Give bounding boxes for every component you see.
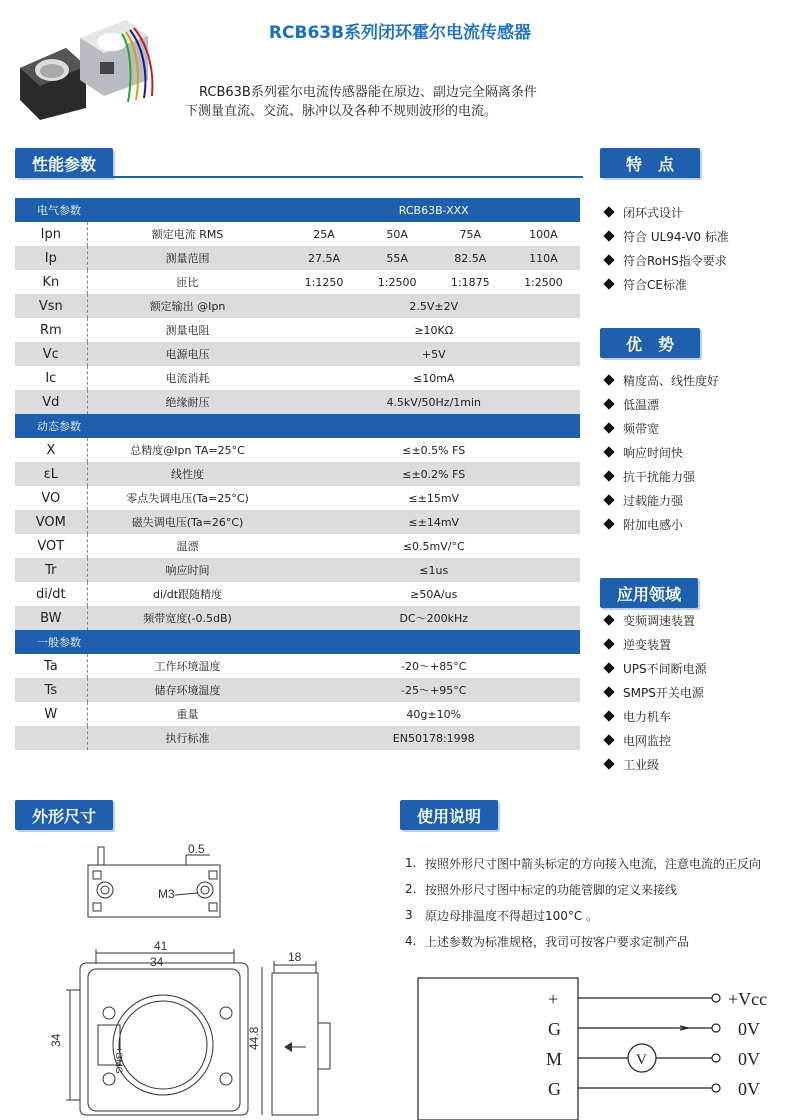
wiring-out-0v-3: 0V bbox=[738, 1079, 760, 1099]
table-row bbox=[15, 222, 580, 246]
list-item bbox=[603, 680, 707, 704]
table-section-general bbox=[15, 630, 580, 654]
row-name: 执行标准 bbox=[87, 726, 287, 750]
dim-34-h: 34 bbox=[150, 955, 164, 969]
row-value: 82.5A bbox=[434, 246, 507, 270]
list-item-number: 4. bbox=[405, 934, 417, 948]
row-name: 总精度@Ipn TA=25°C bbox=[130, 444, 245, 457]
row-value: 55A bbox=[361, 246, 434, 270]
terminal-icon bbox=[712, 1084, 720, 1092]
row-symbol: Vd bbox=[15, 390, 87, 414]
list-item bbox=[603, 512, 719, 536]
table-row bbox=[15, 486, 580, 510]
diamond-bullet-icon bbox=[603, 422, 614, 433]
row-value: 1:2500 bbox=[524, 275, 563, 289]
row-symbol: Ts bbox=[15, 678, 87, 702]
dim-34-v: 34 bbox=[49, 1033, 63, 1047]
tab-usage: 使用说明 bbox=[400, 800, 498, 830]
list-item bbox=[603, 608, 707, 632]
row-value: 1:1875 bbox=[450, 275, 490, 289]
row-value: ≥50A/us bbox=[410, 587, 458, 601]
list-item bbox=[405, 902, 761, 928]
row-value: 100A bbox=[529, 227, 558, 241]
row-value: +5V bbox=[287, 342, 580, 366]
row-value: DC～200kHz bbox=[287, 606, 580, 630]
list-item bbox=[405, 928, 761, 954]
wiring-pin-m: M bbox=[546, 1049, 563, 1069]
row-name: 重量 bbox=[176, 708, 199, 721]
list-item-text: 按照外形尺寸图中标定的功能管脚的定义来接线 bbox=[425, 882, 678, 897]
diamond-bullet-icon bbox=[603, 398, 614, 409]
row-symbol: X bbox=[15, 438, 87, 462]
list-item bbox=[603, 200, 729, 224]
applications-list bbox=[603, 608, 707, 776]
row-value: ≤0.5mV/°C bbox=[402, 539, 465, 553]
list-item-text: 响应时间快 bbox=[623, 445, 684, 460]
divider-features bbox=[600, 176, 700, 178]
terminal-icon bbox=[712, 1024, 720, 1032]
list-item-text: 电力机车 bbox=[623, 709, 672, 724]
advantages-list bbox=[603, 368, 719, 536]
table-row bbox=[15, 510, 580, 534]
row-symbol: Ip bbox=[15, 246, 87, 270]
list-item-text: 变频调速装置 bbox=[623, 613, 696, 628]
row-name: 电源电压 bbox=[87, 342, 287, 366]
table-row bbox=[15, 654, 580, 678]
row-value: EN50178:1998 bbox=[287, 726, 580, 750]
diamond-bullet-icon bbox=[603, 374, 614, 385]
row-name: 响应时间 bbox=[87, 558, 287, 582]
table-row bbox=[15, 726, 580, 750]
intro-line-1: RCB63B系列霍尔电流传感器能在原边、副边完全隔离条件 bbox=[199, 85, 537, 100]
list-item-text: 附加电感小 bbox=[623, 517, 684, 532]
wiring-pin-plus: + bbox=[548, 989, 559, 1009]
row-name: 匝比 bbox=[176, 276, 199, 289]
features-list bbox=[603, 200, 729, 296]
row-value: ≥10KΩ bbox=[414, 323, 454, 337]
row-symbol: BW bbox=[15, 606, 87, 630]
table-row bbox=[15, 270, 580, 294]
row-value: 50A bbox=[386, 227, 408, 241]
dim-0-5: 0.5 bbox=[188, 842, 205, 856]
row-name: 温漂 bbox=[176, 540, 199, 553]
list-item bbox=[603, 272, 729, 296]
terminal-icon bbox=[712, 1054, 720, 1062]
row-symbol: Kn bbox=[15, 270, 87, 294]
row-name: 零点失调电压(Ta=25°C) bbox=[126, 492, 249, 505]
list-item-text: 符合 UL94-V0 标准 bbox=[623, 229, 729, 244]
table-row bbox=[15, 246, 580, 270]
row-value: ≤±14mV bbox=[287, 510, 580, 534]
voltmeter-icon: V bbox=[636, 1052, 647, 1068]
list-item bbox=[603, 728, 707, 752]
diamond-bullet-icon bbox=[603, 446, 614, 457]
row-value: 27.5A bbox=[287, 246, 360, 270]
diamond-bullet-icon bbox=[603, 638, 614, 649]
diamond-bullet-icon bbox=[603, 686, 614, 697]
row-symbol: Ipn bbox=[15, 222, 87, 246]
section-label-general: 一般参数 bbox=[15, 630, 580, 654]
row-name: 储存环境温度 bbox=[87, 678, 287, 702]
row-name: 电流消耗 bbox=[165, 372, 210, 385]
list-item-text: 上述参数为标准规格，我司可按客户要求定制产品 bbox=[425, 934, 690, 949]
table-row bbox=[15, 534, 580, 558]
list-item bbox=[603, 440, 719, 464]
row-value: ≤±0.5% FS bbox=[402, 443, 466, 457]
list-item-text: 符合RoHS指令要求 bbox=[623, 253, 727, 268]
list-item-text: 逆变装置 bbox=[623, 637, 672, 652]
tab-performance: 性能参数 bbox=[15, 148, 113, 178]
table-section-electrical bbox=[15, 198, 580, 222]
list-item bbox=[603, 224, 729, 248]
diamond-bullet-icon bbox=[603, 518, 614, 529]
row-name: 绝缘耐压 bbox=[87, 390, 287, 414]
list-item bbox=[603, 488, 719, 512]
row-symbol: VOM bbox=[15, 510, 87, 534]
list-item bbox=[603, 248, 729, 272]
diamond-bullet-icon bbox=[603, 254, 614, 265]
list-item-text: 闭环式设计 bbox=[623, 205, 684, 220]
current-direction-arrow-icon bbox=[284, 1042, 292, 1052]
table-row bbox=[15, 558, 580, 582]
list-item-text: SMPS开关电源 bbox=[623, 685, 704, 700]
section-label-dynamic: 动态参数 bbox=[15, 414, 580, 438]
row-name: 磁失调电压(Ta=26°C) bbox=[87, 510, 287, 534]
dim-44-8: 44.8 bbox=[247, 1026, 261, 1050]
list-item-number: 3 bbox=[405, 908, 413, 922]
row-value: 75A bbox=[459, 227, 482, 241]
list-item-text: UPS不间断电源 bbox=[623, 661, 707, 676]
diamond-bullet-icon bbox=[603, 662, 614, 673]
table-row bbox=[15, 462, 580, 486]
usage-list bbox=[405, 850, 761, 954]
row-value: 40g±10% bbox=[406, 707, 462, 721]
list-item bbox=[603, 656, 707, 680]
list-item-text: 低温漂 bbox=[623, 397, 660, 412]
list-item bbox=[603, 632, 707, 656]
tab-dimensions: 外形尺寸 bbox=[15, 800, 113, 830]
row-symbol: W bbox=[15, 702, 87, 726]
table-row bbox=[15, 318, 580, 342]
terminal-icon bbox=[712, 994, 720, 1002]
list-item-text: 电网监控 bbox=[623, 733, 672, 748]
row-symbol: Rm bbox=[15, 318, 87, 342]
row-symbol: di/dt bbox=[15, 582, 87, 606]
row-symbol: Tr bbox=[15, 558, 87, 582]
product-photo bbox=[8, 8, 158, 120]
list-item bbox=[405, 876, 761, 902]
row-value: 4.5kV/50Hz/1min bbox=[287, 390, 580, 414]
wiring-pin-g1: G bbox=[548, 1019, 561, 1039]
intro-line-2: 下测量直流、交流、脉冲以及各种不规则波形的电流。 bbox=[185, 104, 498, 119]
wiring-pin-g2: G bbox=[548, 1079, 561, 1099]
row-value: ≤±0.2% FS bbox=[287, 462, 580, 486]
page-title: RCB63B系列闭环霍尔电流传感器 bbox=[268, 23, 532, 43]
list-item-text: 抗干扰能力强 bbox=[623, 469, 696, 484]
diamond-bullet-icon bbox=[603, 206, 614, 217]
row-symbol: Ic bbox=[15, 366, 87, 390]
row-value: -25～+95°C bbox=[287, 678, 580, 702]
row-value: ≤±15mV bbox=[408, 491, 460, 505]
table-section-dynamic bbox=[15, 414, 580, 438]
row-symbol: Vc bbox=[15, 342, 87, 366]
row-name: 线性度 bbox=[87, 462, 287, 486]
list-item-number: 2. bbox=[405, 882, 417, 896]
table-row bbox=[15, 606, 580, 630]
list-item-number: 1. bbox=[405, 856, 417, 870]
row-symbol bbox=[15, 726, 87, 750]
row-value: -20～+85°C bbox=[401, 660, 467, 673]
row-symbol: Vsn bbox=[15, 294, 87, 318]
list-item-text: 精度高、线性度好 bbox=[623, 373, 720, 388]
list-item-text: 原边母排温度不得超过100°C 。 bbox=[425, 908, 599, 923]
list-item-text: 频带宽 bbox=[623, 421, 660, 436]
pin-labels: +GMG bbox=[114, 1047, 124, 1074]
row-symbol: VOT bbox=[15, 534, 87, 558]
table-row bbox=[15, 702, 580, 726]
diamond-bullet-icon bbox=[603, 614, 614, 625]
row-value: 2.5V±2V bbox=[287, 294, 580, 318]
row-name: di/dt跟随精度 bbox=[153, 588, 223, 601]
row-value: 1:2500 bbox=[377, 275, 417, 289]
diamond-bullet-icon bbox=[603, 758, 614, 769]
row-value: ≤10mA bbox=[413, 371, 455, 385]
specs-table bbox=[15, 198, 580, 750]
table-row bbox=[15, 342, 580, 366]
diamond-bullet-icon bbox=[603, 230, 614, 241]
table-row bbox=[15, 294, 580, 318]
tab-features: 特 点 bbox=[600, 148, 700, 178]
dim-m3: M3 bbox=[158, 887, 175, 901]
intro-text bbox=[185, 83, 585, 121]
list-item-text: 按照外形尺寸图中箭头标定的方向接入电流，注意电流的正反向 bbox=[425, 856, 762, 871]
tab-applications: 应用领域 bbox=[600, 578, 698, 608]
list-item bbox=[603, 416, 719, 440]
list-item bbox=[603, 392, 719, 416]
wiring-out-0v-2: 0V bbox=[738, 1049, 760, 1069]
list-item bbox=[405, 850, 761, 876]
diamond-bullet-icon bbox=[603, 494, 614, 505]
diamond-bullet-icon bbox=[603, 470, 614, 481]
row-symbol: VO bbox=[15, 486, 87, 510]
row-name: 额定输出 @Ipn bbox=[87, 294, 287, 318]
list-item bbox=[603, 704, 707, 728]
row-name: 工作环境温度 bbox=[154, 660, 221, 673]
diamond-bullet-icon bbox=[603, 710, 614, 721]
list-item bbox=[603, 464, 719, 488]
divider-performance bbox=[15, 176, 583, 178]
row-value: 1:1250 bbox=[304, 275, 344, 289]
dim-18: 18 bbox=[288, 950, 302, 964]
section-label-electrical: 电气参数 bbox=[15, 198, 287, 222]
table-row bbox=[15, 582, 580, 606]
row-name: 测量电阻 bbox=[165, 324, 210, 337]
row-value: 110A bbox=[507, 246, 580, 270]
model-label: RCB63B-XXX bbox=[287, 198, 580, 222]
row-name: 测量范围 bbox=[87, 246, 287, 270]
diamond-bullet-icon bbox=[603, 278, 614, 289]
table-row bbox=[15, 678, 580, 702]
row-name: 额定电流 RMS bbox=[151, 228, 224, 241]
table-row bbox=[15, 390, 580, 414]
row-symbol: Ta bbox=[15, 654, 87, 678]
list-item-text: 工业级 bbox=[623, 757, 660, 772]
table-row bbox=[15, 366, 580, 390]
row-value: 25A bbox=[313, 227, 335, 241]
list-item bbox=[603, 752, 707, 776]
wiring-out-vcc: +Vcc bbox=[728, 989, 768, 1009]
tab-advantages: 优 势 bbox=[600, 328, 700, 358]
wiring-diagram bbox=[400, 960, 800, 1120]
row-symbol: εL bbox=[15, 462, 87, 486]
dimension-drawing bbox=[0, 835, 400, 1120]
table-row bbox=[15, 438, 580, 462]
list-item bbox=[603, 368, 719, 392]
list-item-text: 过载能力强 bbox=[623, 493, 684, 508]
list-item-text: 符合CE标准 bbox=[623, 277, 687, 292]
dim-41: 41 bbox=[154, 939, 168, 953]
diamond-bullet-icon bbox=[603, 734, 614, 745]
row-name: 频带宽度(-0.5dB) bbox=[87, 606, 287, 630]
wiring-out-0v-1: 0V bbox=[738, 1019, 760, 1039]
row-value: ≤1us bbox=[287, 558, 580, 582]
